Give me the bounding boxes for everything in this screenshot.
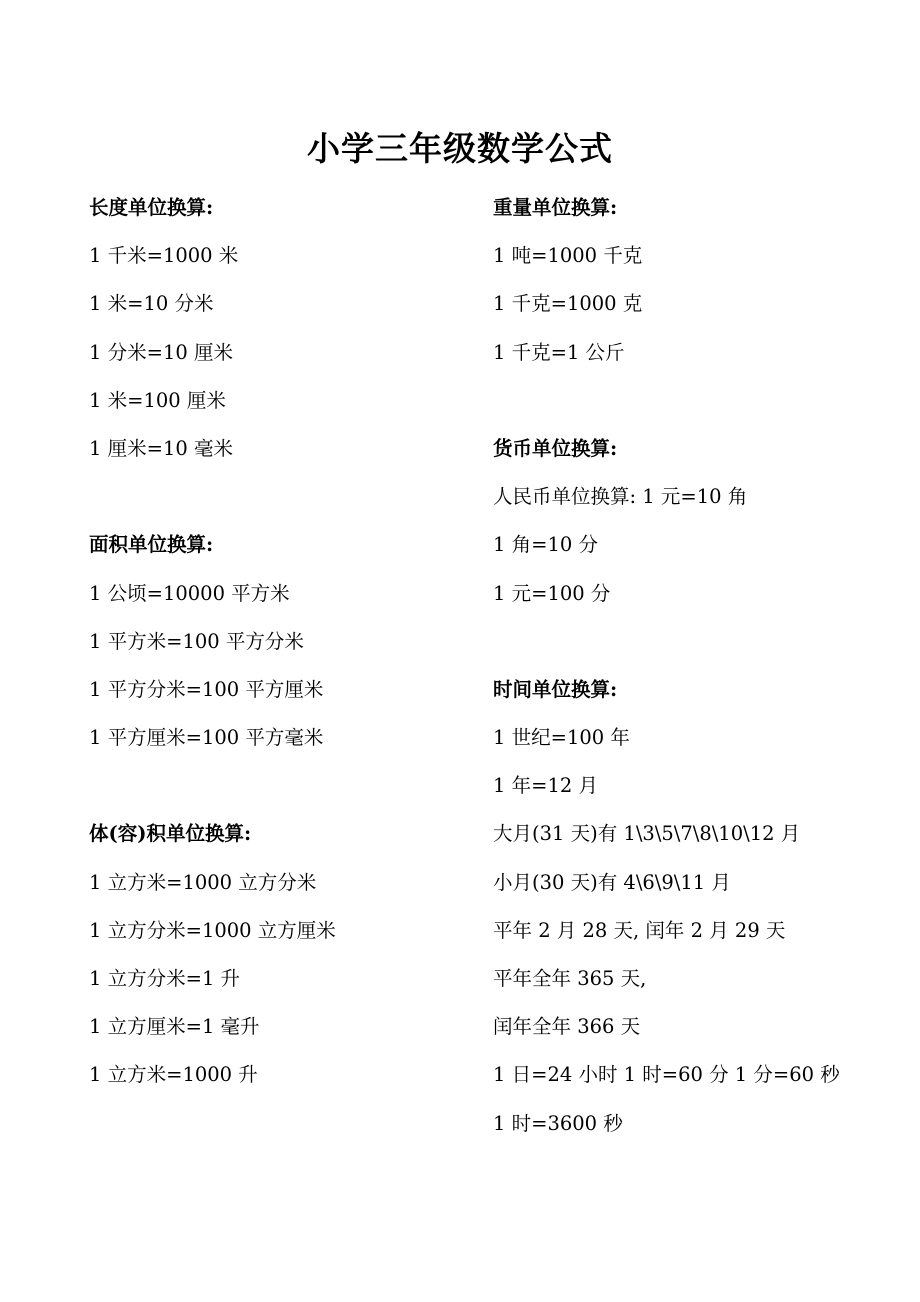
right-line-15: 平年 2 月 28 天, 闰年 2 月 29 天: [493, 918, 786, 942]
left-line-7: 面积单位换算:: [89, 533, 214, 557]
right-line-11: 1 世纪=100 年: [493, 726, 630, 750]
left-line-10: 1 平方分米=100 平方厘米: [89, 677, 324, 701]
right-line-12: 1 年=12 月: [493, 774, 598, 798]
left-line-4: 1 米=100 厘米: [89, 388, 226, 412]
page-title: 小学三年级数学公式: [307, 129, 613, 168]
right-line-4: [493, 377, 893, 425]
left-line-8: 1 公顷=10000 平方米: [89, 581, 290, 605]
left-line-16: 1 立方分米=1 升: [89, 967, 241, 990]
left-line-5: 1 厘米=10 毫米: [89, 436, 233, 460]
left-line-12: [89, 762, 469, 810]
right-line-18: 1 日=24 小时 1 时=60 分 1 分=60 秒: [493, 1063, 840, 1087]
right-line-2: 1 千克=1000 克: [493, 292, 643, 316]
right-line-0: 重量单位换算:: [493, 196, 618, 219]
left-line-17: 1 立方厘米=1 毫升: [89, 1015, 260, 1039]
right-line-16: 平年全年 365 天,: [493, 967, 647, 990]
right-line-8: 1 元=100 分: [493, 581, 611, 605]
right-line-1: 1 吨=1000 千克: [493, 244, 643, 268]
right-line-17: 闰年全年 366 天: [493, 1015, 641, 1039]
right-line-13: 大月(31 天)有 1\3\5\7\8\10\12 月: [493, 822, 801, 846]
left-line-11: 1 平方厘米=100 平方毫米: [89, 726, 324, 750]
right-line-3: 1 千克=1 公斤: [493, 340, 625, 364]
left-line-6: [89, 473, 469, 521]
right-line-6: 人民币单位换算: 1 元=10 角: [493, 485, 748, 509]
right-line-10: 时间单位换算:: [493, 677, 618, 701]
left-column: [89, 184, 469, 1100]
right-line-14: 小月(30 天)有 4\6\9\11 月: [493, 870, 731, 894]
left-line-3: 1 分米=10 厘米: [89, 340, 233, 364]
left-line-9: 1 平方米=100 平方分米: [89, 629, 304, 653]
left-line-18: 1 立方米=1000 升: [89, 1063, 258, 1087]
right-column: [493, 184, 893, 1148]
left-line-0: 长度单位换算:: [89, 196, 214, 219]
right-line-7: 1 角=10 分: [493, 533, 598, 557]
left-line-15: 1 立方分米=1000 立方厘米: [89, 918, 336, 942]
right-line-19: 1 时=3600 秒: [493, 1111, 623, 1135]
left-line-2: 1 米=10 分米: [89, 292, 214, 316]
left-line-1: 1 千米=1000 米: [89, 244, 239, 268]
left-line-13: 体(容)积单位换算:: [89, 822, 252, 846]
right-line-5: 货币单位换算:: [493, 436, 618, 460]
left-line-14: 1 立方米=1000 立方分米: [89, 870, 317, 894]
right-line-9: [493, 618, 893, 666]
